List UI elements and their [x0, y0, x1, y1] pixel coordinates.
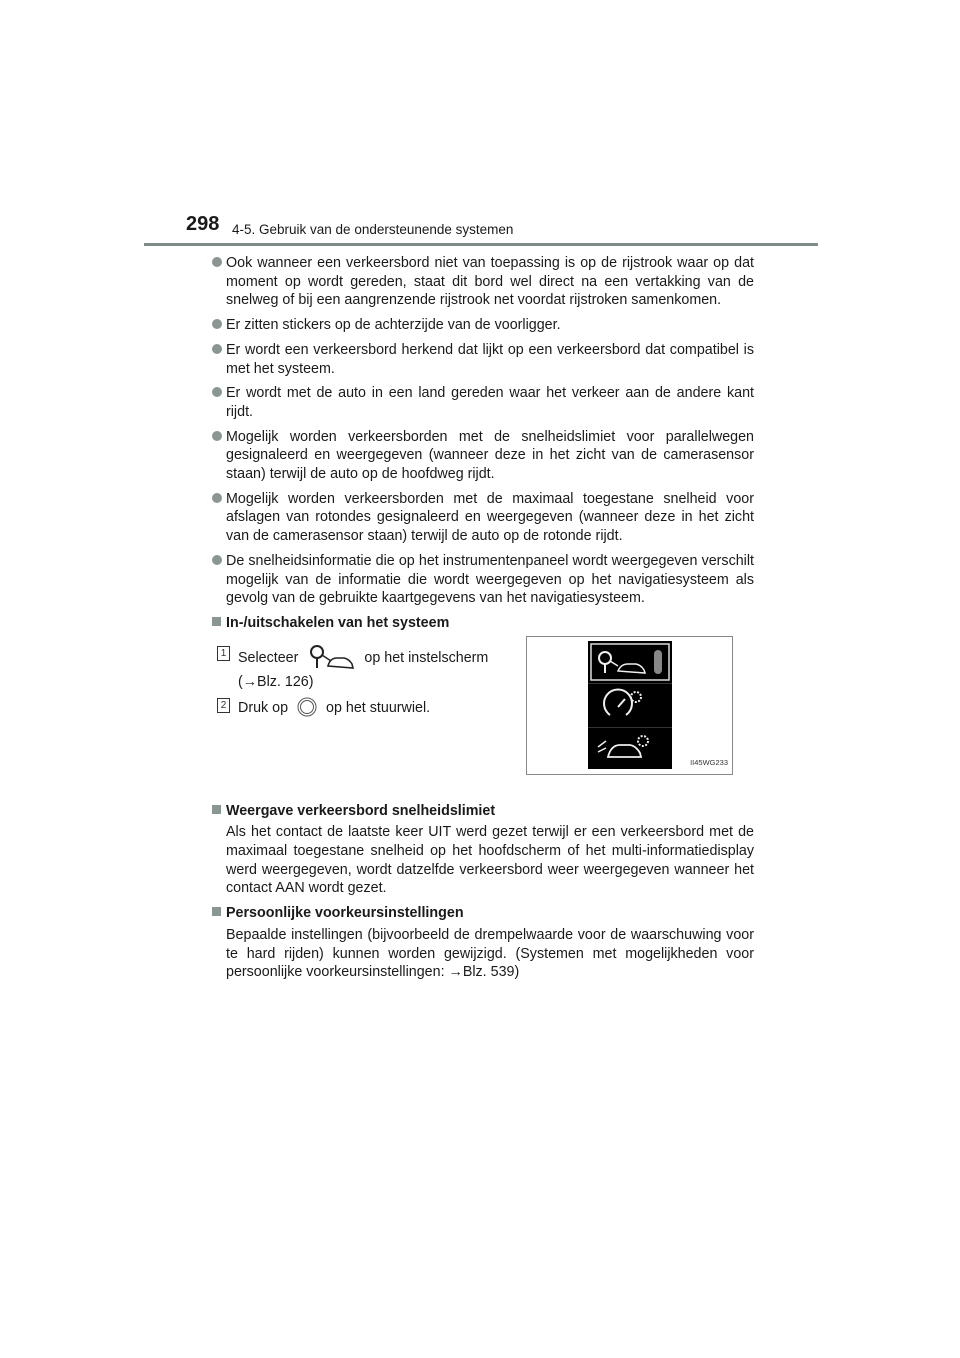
bullet-item: Ook wanneer een verkeersbord niet van toepassing is op de rijstrook waar op dat moment op wordt gereden, staat dit bord wel direct na een vertakking van de snelweg of bij een aangrenzende rijstrook net voordat rijstroken samenkomen.: [212, 254, 754, 310]
section-title: 4-5. Gebruik van de ondersteunende systemen: [232, 222, 514, 237]
section-heading-toggle: In-/uitschakelen van het systeem: [212, 614, 754, 633]
bullet-item: Er wordt een verkeersbord herkend dat lijkt op een verkeersbord dat compatibel is met het systeem.: [212, 341, 754, 378]
paragraph-preferences: Bepaalde instellingen (bijvoorbeeld de drempelwaarde voor de waarschuwing voor te hard rijden) kunnen worden gewijzigd. (Systemen met mogelijkheden voor persoonlijke voorkeursinstellingen: →Blz. 539): [226, 926, 754, 981]
square-bullet-icon: [212, 805, 221, 814]
bullet-item: De snelheidsinformatie die op het instrumentenpaneel wordt weergegeven verschilt mogelijk van de informatie die wordt weergegeven op het navigatiesysteem als gevolg van de gebruikte kaartgegevens van het navigatiesysteem.: [212, 552, 754, 608]
square-bullet-icon: [212, 907, 221, 916]
step-number: 1: [217, 646, 230, 661]
bullet-icon: [212, 257, 222, 267]
bullet-item: Er zitten stickers op de achterzijde van de voorligger.: [212, 316, 754, 335]
settings-screen-illustration: [526, 636, 733, 775]
bullet-icon: [212, 319, 222, 329]
bullet-item: Er wordt met de auto in een land gereden waar het verkeer aan de andere kant rijdt.: [212, 384, 754, 421]
bullet-item: Mogelijk worden verkeersborden met de maximaal toegestane snelheid voor afslagen van rotondes gesignaleerd en weergegeven (wanneer deze in het zicht van de camerasensor staan) terwijl de auto op de rotonde rijdt.: [212, 490, 754, 546]
section-heading-preferences: Persoonlijke voorkeursinstellingen: [212, 904, 754, 923]
bullet-icon: [212, 344, 222, 354]
header-divider: [144, 243, 818, 246]
sign-recognition-icon: [306, 644, 356, 672]
toggle-steps: 1 Selecteer op het instelscherm (→Blz. 126) 2 Druk op op het stuurwiel. II45WG233: [212, 636, 754, 792]
bullet-icon: [212, 431, 222, 441]
steering-switch-icon: [296, 696, 318, 718]
bullet-item: Mogelijk worden verkeersborden met de snelheidslimiet voor parallelwegen gesignaleerd en weergegeven (wanneer deze in het zicht van de camerasensor staan) terwijl de auto op de hoofdweg rijdt.: [212, 428, 754, 484]
bullet-icon: [212, 555, 222, 565]
settings-panel-graphic: [588, 641, 672, 769]
bullet-icon: [212, 387, 222, 397]
page-content: [212, 254, 754, 988]
section-heading-display: Weergave verkeersbord snelheidslimiet: [212, 802, 754, 821]
paragraph-display: Als het contact de laatste keer UIT werd gezet terwijl er een verkeersbord met de maximaal toegestane snelheid op het hoofdscherm of het multi-informatiedisplay werd weergegeven, wordt datzelfde verkeersbord weer weergegeven wanneer het contact AAN wordt gezet.: [226, 824, 754, 897]
page-header: [0, 0, 960, 250]
settings-panel: [588, 641, 672, 769]
square-bullet-icon: [212, 617, 221, 626]
illustration-code: II45WG233: [690, 757, 728, 767]
step-number: 2: [217, 698, 230, 713]
page-number: 298: [186, 213, 220, 235]
bullet-icon: [212, 493, 222, 503]
